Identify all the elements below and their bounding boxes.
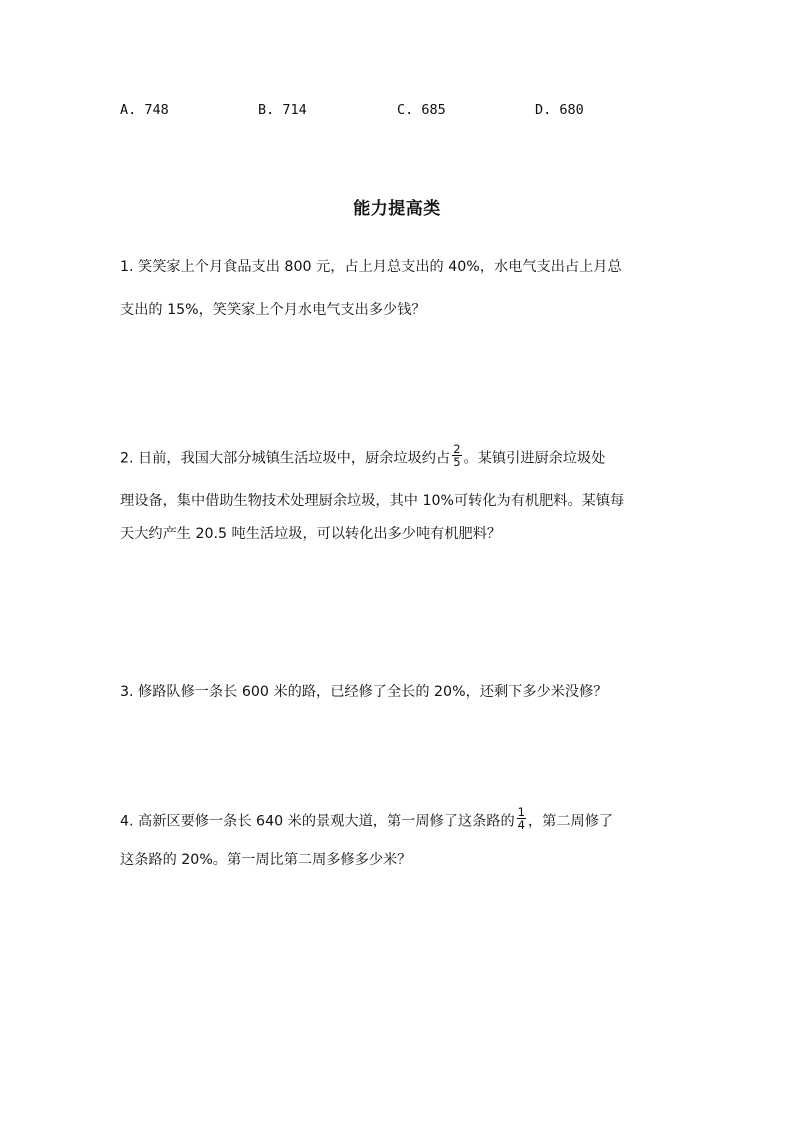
fraction-numerator: 1 <box>517 805 525 819</box>
question-4-line-1-text: 4. 高新区要修一条长 640 米的景观大道，第一周修了这条路的 <box>120 813 515 830</box>
fraction-denominator: 4 <box>517 818 525 832</box>
fraction-one-quarter <box>517 806 526 831</box>
answer-options <box>120 102 720 122</box>
question-2-line-3: 天大约产生 20.5 吨生活垃圾，可以转化出多少吨有机肥料？ <box>120 526 502 542</box>
question-2-line-1 <box>120 442 606 471</box>
option-a: A. 748 <box>120 102 169 118</box>
question-4-line-1 <box>120 805 614 834</box>
fraction-two-fifths <box>452 443 461 468</box>
question-2-line-1-tail: 。某镇引进厨余垃圾处 <box>463 450 606 467</box>
question-1-line-1: 1. 笑笑家上个月食品支出 800 元，占上月总支出的 40%，水电气支出占上月总 <box>120 259 622 275</box>
option-b: B. 714 <box>258 102 307 118</box>
question-4-line-2: 这条路的 20%。第一周比第二周多修多少米？ <box>120 852 412 868</box>
question-2-line-2: 理设备，集中借助生物技术处理厨余垃圾，其中 10%可转化为有机肥料。某镇每 <box>120 493 625 509</box>
section-title: 能力提高类 <box>353 199 441 219</box>
fraction-numerator: 2 <box>453 442 461 456</box>
question-4-line-1-tail: ，第二周修了 <box>527 813 614 830</box>
question-1-line-2: 支出的 15%，笑笑家上个月水电气支出多少钱？ <box>120 302 426 318</box>
question-3-line-1: 3. 修路队修一条长 600 米的路，已经修了全长的 20%，还剩下多少米没修？ <box>120 684 608 700</box>
option-d: D. 680 <box>535 102 584 118</box>
option-c: C. 685 <box>397 102 446 118</box>
fraction-denominator: 5 <box>453 455 461 469</box>
question-2-line-1-text: 2. 日前，我国大部分城镇生活垃圾中，厨余垃圾约占 <box>120 450 451 467</box>
